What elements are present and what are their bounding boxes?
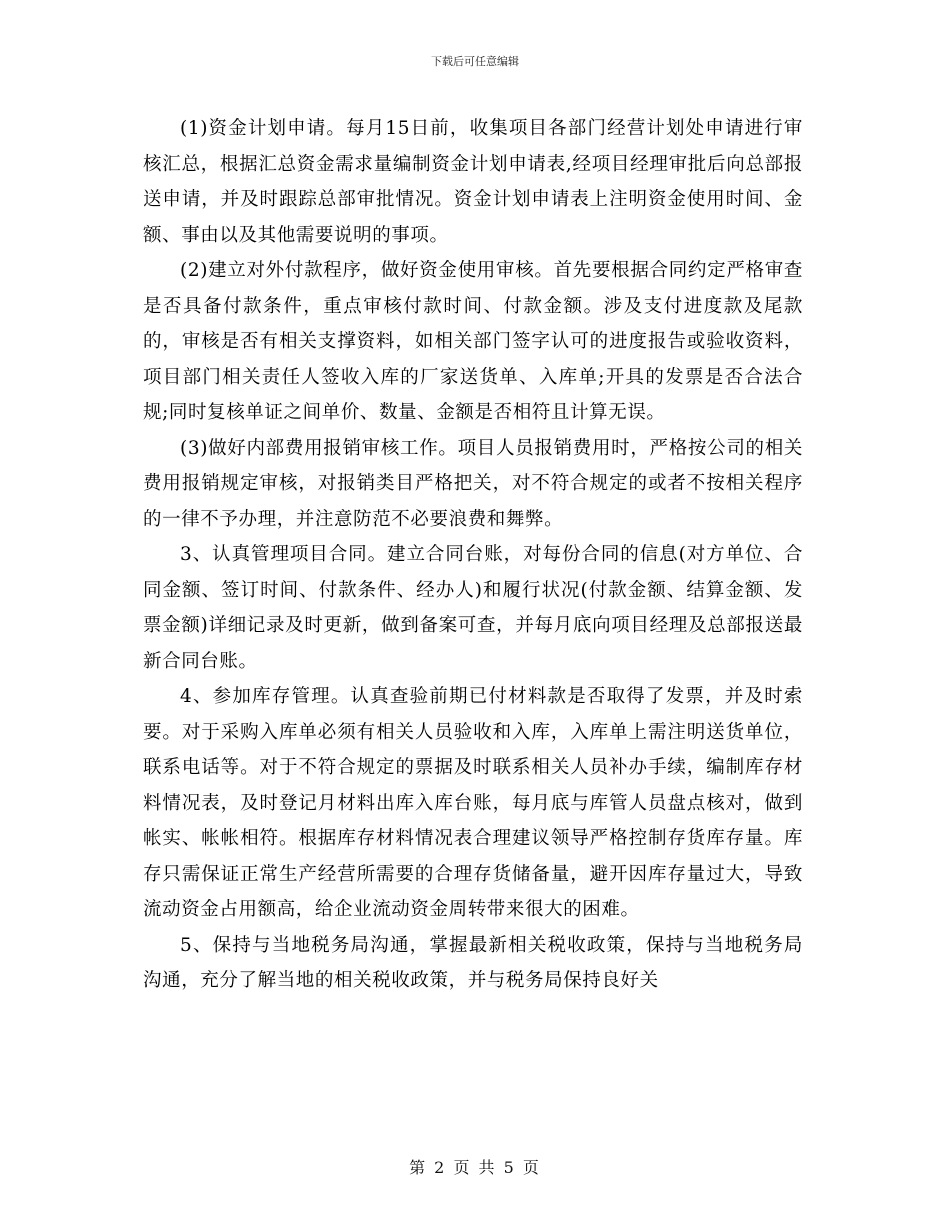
- paragraph-expense-review: (3)做好内部费用报销审核工作。项目人员报销费用时，严格按公司的相关费用报销规定审核，对报销类目严格把关，对不符合规定的或者不按相关程序的一律不予办理，并注意防范不必要浪费和舞弊。: [143, 437, 803, 530]
- paragraph-contract-management: 3、认真管理项目合同。建立合同台账，对每份合同的信息(对方单位、合同金额、签订时间、付款条件、经办人)和履行状况(付款金额、结算金额、发票金额)详细记录及时更新，做到备案可查，并每月底向项目经理及总部报送最新合同台账。: [143, 544, 803, 672]
- paragraph-fund-plan: (1)资金计划申请。每月15日前，收集项目各部门经营计划处申请进行审核汇总，根据汇总资金需求量编制资金计划申请表,经项目经理审批后向总部报送申请，并及时跟踪总部审批情况。资金计划申请表上注明资金使用时间、金额、事由以及其他需要说明的事项。: [143, 118, 803, 246]
- page-header: 下载后可任意编辑: [431, 55, 519, 68]
- paragraph-inventory-management: 4、参加库存管理。认真查验前期已付材料款是否取得了发票，并及时索要。对于采购入库单必须有相关人员验收和入库，入库单上需注明送货单位，联系电话等。对于不符合规定的票据及时联系相关人员补办手续，编制库存材料情况表，及时登记月材料出库入库台账，每月底与库管人员盘点核对，做到帐实、帐帐相符。根据库存材料情况表合理建议领导严格控制存货库存量。库存只需保证正常生产经营所需要的合理存货储备量，避开因库存量过大，导致流动资金占用额高，给企业流动资金周转带来很大的困难。: [143, 686, 803, 920]
- paragraph-tax-communication: 5、保持与当地税务局沟通，掌握最新相关税收政策，保持与当地税务局沟通，充分了解当地的相关税收政策，并与税务局保持良好关: [143, 934, 803, 991]
- paragraph-payment-procedure: (2)建立对外付款程序，做好资金使用审核。首先要根据合同约定严格审查是否具备付款条件，重点审核付款时间、付款金额。涉及支付进度款及尾款的，审核是否有相关支撑资料，如相关部门签字认可的进度报告或验收资料，项目部门相关责任人签收入库的厂家送货单、入库单;开具的发票是否合法合规;同时复核单证之间单价、数量、金额是否相符且计算无误。: [143, 260, 803, 423]
- page-footer: 第 2 页 共 5 页: [409, 1158, 541, 1177]
- document-body: [143, 111, 803, 999]
